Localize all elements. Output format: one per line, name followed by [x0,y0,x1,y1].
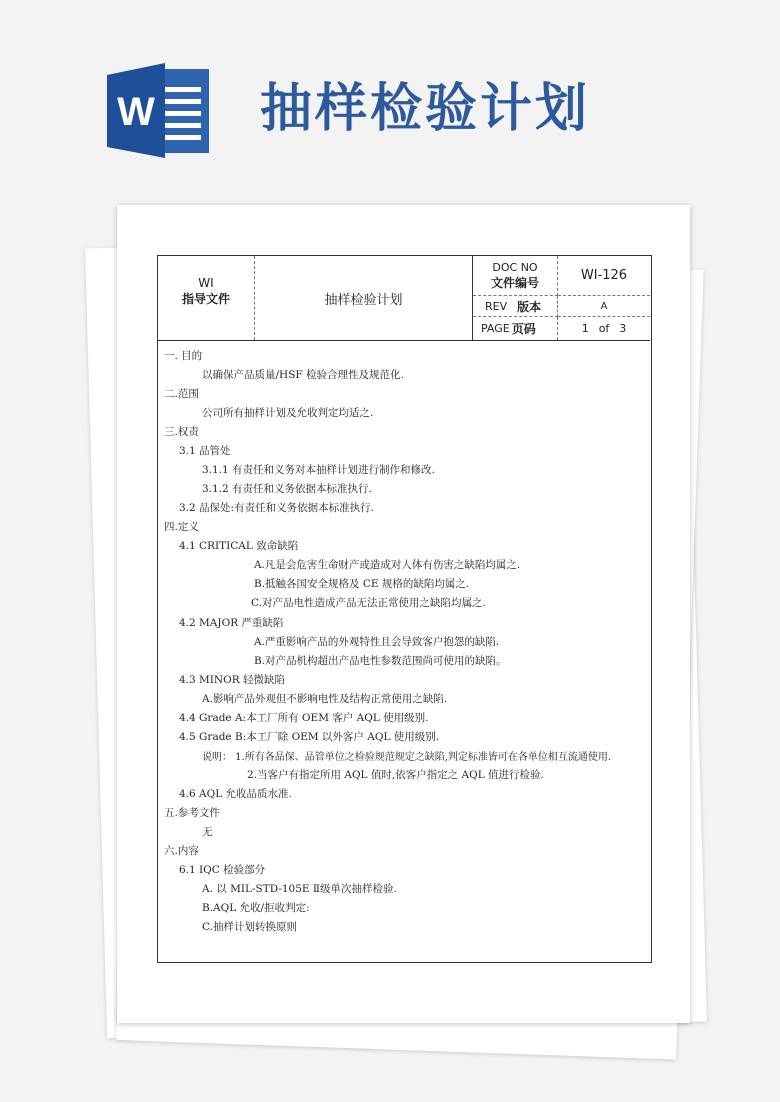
text-line: A.凡是会危害生命财产或造成对人体有伤害之缺陷均属之. [254,559,521,571]
text-line: 4.5 Grade B:本工厂除 OEM 以外客户 AQL 使用级别. [179,731,440,743]
text-line: 3.2 品保处:有责任和义务依据本标准执行. [179,502,374,514]
text-line: 3.1.2 有责任和义务依据本标准执行. [202,483,372,495]
page-cell [473,317,558,340]
doc-no-value: WI-126 [558,256,650,296]
rev-cell [473,296,558,317]
text-line: 4.6 AQL 允收品质水准. [179,788,292,800]
page-title: 抽样检验计划 [260,79,591,139]
text-line: 以确保产品质量/HSF 检验合理性及规范化. [202,369,404,381]
doc-no-label: DOC NO [492,261,538,274]
page-num: 1 [581,322,589,335]
text-line: B.对产品机构超出产品电性参数范围尚可使用的缺陷。 [254,655,507,667]
header-table [158,256,650,341]
text-line: 3.1.1 有责任和义务对本抽样计划进行制作和修改. [202,464,435,476]
page-value [558,317,650,340]
wi-cell [158,256,255,340]
page-cn: 页码 [511,322,536,336]
wi-cn-label: 指导文件 [181,292,230,306]
text-line: 2.当客户有指定所用 AQL 值时,依客户指定之 AQL 值进行检验. [247,769,544,781]
doc-no-cn: 文件编号 [490,276,539,290]
page-total: 3 [619,322,627,335]
document-frame [157,255,652,963]
text-line: A. 以 MIL-STD-105E Ⅱ级单次抽样检验. [202,883,397,895]
doc-no-cell [473,256,558,296]
section-heading: 六.内容 [164,845,199,857]
text-line: C.抽样计划转换原则 [202,921,297,933]
text-line: A.严重影响产品的外观特性且会导致客户抱怨的缺陷. [254,636,500,648]
text-line: 4.2 MAJOR 严重缺陷 [179,617,284,629]
word-logo-letter: W [117,90,155,134]
section-heading: 五.参考文件 [164,807,220,819]
text-line: 公司所有抽样计划及允收判定均适之. [202,407,374,419]
document-page [117,205,690,1023]
text-line: A.影响产品外观但不影响电性及结构正常使用之缺陷. [202,693,448,705]
page-of: of [598,322,610,335]
rev-value: A [558,296,650,317]
section-heading: 三.权责 [164,426,199,438]
text-line: 说明： 1.所有各品保、品管单位之检验规范规定之缺陷,判定标准皆可在各单位相互流通使用. [202,752,612,763]
section-heading: 二.范围 [164,388,199,400]
section-heading: 四.定义 [164,521,199,533]
text-line: C.对产品电性造成产品无法正常使用之缺陷均属之. [251,597,486,609]
doc-title: 抽样检验计划 [255,256,473,340]
rev-cn: 版本 [517,299,542,314]
page-label: PAGE [481,322,510,335]
text-line: 4.1 CRITICAL 致命缺陷 [179,540,299,552]
text-line: 3.1 品管处 [179,445,231,457]
text-line: B.抵触各国安全规格及 CE 规格的缺陷均属之. [254,578,470,590]
text-line: 4.3 MINOR 轻微缺陷 [179,674,285,686]
text-line: B.AQL 允收/拒收判定: [202,902,310,914]
rev-label: REV [485,299,508,313]
text-line: 4.4 Grade A:本工厂所有 OEM 客户 AQL 使用级别. [179,712,429,724]
word-logo-icon [107,63,212,158]
section-heading: 一. 目的 [164,350,203,362]
text-line: 6.1 IQC 检验部分 [179,864,266,876]
text-line: 无 [202,826,213,838]
wi-label: WI [198,276,214,290]
